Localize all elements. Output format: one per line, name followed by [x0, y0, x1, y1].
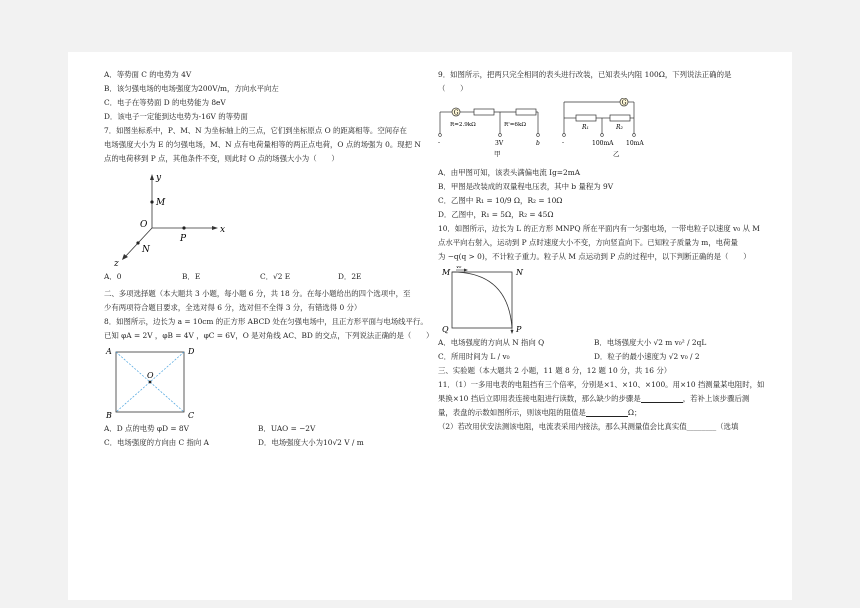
- q11-stem-line: [438, 392, 766, 406]
- vertex-d-label: D: [188, 347, 195, 356]
- resistor-r2-label: R₂: [616, 124, 623, 131]
- q10-stem-line: 10．如图所示，边长为 L 的正方形 MNPQ 所在平面内有一匀强电场，一带电粒子以速度 v₀ 从 M: [438, 224, 760, 233]
- q7-coordinate-figure: [104, 170, 254, 270]
- velocity-v0-label: v₀: [456, 266, 462, 270]
- q10-stem-line: 为 −q(q > 0)，不计粒子重力。粒子从 M 点运动到 P 点的过程中，以下判断正确的是（ ）: [438, 252, 751, 261]
- terminal-3v-label: 3V: [495, 140, 504, 147]
- figure-jia-label: 甲: [494, 150, 501, 158]
- resistor-r-label: R=2.9kΩ: [450, 122, 476, 128]
- vertex-c-label: C: [188, 411, 195, 420]
- q10-options-row2: [438, 350, 766, 364]
- q9-stem-line: （ ）: [438, 84, 468, 93]
- q11-text: Ω；: [627, 408, 642, 417]
- point-n-label: N: [142, 245, 150, 255]
- x-axis-label: x: [220, 225, 226, 235]
- q7-option-d: D．2E: [338, 272, 362, 281]
- vertex-m-label: M: [442, 268, 451, 277]
- q10-option-c: C．所用时间为 L / v₀: [438, 352, 510, 361]
- vertex-n-label: N: [516, 268, 523, 277]
- q7-options: [104, 270, 419, 284]
- point-p-label: P: [180, 234, 187, 244]
- q6-option-d: D．该电子一定能到达电势为-16V 的等势面: [104, 112, 248, 121]
- q9-circuit-figure: [438, 98, 678, 166]
- q11-text: 果换×10 挡后立即用表连接电阻进行读数，那么缺少的步骤是: [438, 394, 641, 403]
- section-2-heading: 二、多项选择题（本大题共 3 小题，每小题 6 分，共 18 分。在每小题给出的四个选项中，至: [104, 289, 411, 298]
- q8-square-figure: [104, 346, 224, 422]
- q9-option-c: C．乙图中 R₁ = 10/9 Ω，R₂ = 10Ω: [438, 196, 563, 205]
- section-2-heading: 少有两项符合题目要求，全选对得 6 分，选对但不全得 3 分，有错选得 0 分）: [104, 303, 362, 312]
- figure-yi-label: 乙: [613, 150, 620, 158]
- q11-part2-line: （2）若改用伏安法测该电阻，电流表采用内接法，那么其测量值会比真实值________（选填: [438, 422, 739, 431]
- q8-stem-line: 8．如图所示，边长为 a = 10cm 的正方形 ABCD 处在匀强电场中，且正方形平面与电场线平行。: [104, 317, 428, 326]
- q8-stem-line: 已知 φA = 2V ，φB = 4V ，φC = 6V，O 是对角线 AC、BD 的交点，下列说法正确的是（ ）: [104, 331, 434, 340]
- q6-option-b: B．该匀强电场的电场强度为200V/m，方向水平向左: [104, 84, 279, 93]
- q7-option-a: A．0: [104, 272, 122, 281]
- q9-option-b: B．甲图是改装成的双量程电压表，其中 b 量程为 9V: [438, 182, 614, 191]
- q10-option-a: A．电场强度的方向从 N 指向 Q: [438, 338, 545, 347]
- q10-option-d: D．粒子的最小速度为 √2 v₀ / 2: [594, 352, 700, 361]
- q10-stem-line: 点水平向右射入，运动到 P 点时速度大小不变，方向竖直向下。已知粒子质量为 m，电荷量: [438, 238, 738, 247]
- q8-options-row2: [104, 436, 419, 450]
- z-axis-label: z: [114, 259, 119, 269]
- q7-option-c: C．√2 E: [260, 272, 291, 281]
- q9-option-d: D．乙图中，R₁ = 5Ω，R₂ = 45Ω: [438, 210, 554, 219]
- terminal-b-label: b: [536, 140, 540, 147]
- q7-stem-line: 点的电荷移到 P 点，其他条件不变，则此时 O 点的场强大小为（ ）: [104, 154, 339, 163]
- section-3-heading: 三、实验题（本大题共 2 小题，11 题 8 分，12 题 10 分，共 16 分）: [438, 366, 672, 375]
- q8-option-d: D．电场强度大小为10√2 V / m: [258, 438, 364, 447]
- q11-stem-line: 11．（1）一多用电表的电阻挡有三个倍率，分别是×1、×10、×100。用×10 挡测量某电阻时，如: [438, 380, 765, 389]
- q7-stem-line: 7．如图坐标系中，P、M、N 为坐标轴上的三点，它们到坐标原点 O 的距离相等。空间存在: [104, 126, 407, 135]
- q9-stem-line: 9．如图所示，把两只完全相同的表头进行改装，已知表头内阻 100Ω，下列说法正确的是: [438, 70, 732, 79]
- origin-o-label: O: [140, 220, 148, 230]
- q8-options-row1: [104, 422, 419, 436]
- resistor-r-prime-label: R'=6kΩ: [504, 122, 527, 128]
- minus-terminal: -: [562, 139, 565, 146]
- q11-text: ，若补上该步骤后测: [682, 394, 750, 403]
- vertex-p-label: P: [516, 325, 522, 334]
- vertex-a-label: A: [106, 347, 112, 356]
- q11-stem-line: [438, 406, 766, 420]
- q8-option-b: B．UAO = −2V: [258, 424, 316, 433]
- galvanometer-g-yi: G: [621, 99, 627, 107]
- answer-blank[interactable]: [641, 393, 683, 403]
- vertex-q-label: Q: [442, 325, 449, 334]
- q8-option-c: C．电场强度的方向由 C 指向 A: [104, 438, 209, 447]
- y-axis-label: y: [156, 173, 162, 183]
- resistor-r1-label: R₁: [582, 124, 589, 131]
- terminal-100ma-label: 100mA: [592, 140, 614, 147]
- answer-blank[interactable]: [586, 407, 628, 417]
- q10-options-row1: [438, 336, 766, 350]
- q7-option-b: B．E: [182, 272, 201, 281]
- vertex-b-label: B: [106, 411, 112, 420]
- q6-option-c: C．电子在等势面 D 的电势能为 8eV: [104, 98, 226, 107]
- right-column: [438, 68, 766, 434]
- terminal-10ma-label: 10mA: [626, 140, 644, 147]
- q10-option-b: B．电场强度大小 √2 m v₀² / 2qL: [594, 338, 707, 347]
- exam-page: [68, 52, 792, 600]
- galvanometer-g-jia: G: [453, 109, 459, 117]
- center-o-label: O: [147, 371, 154, 380]
- minus-terminal: -: [438, 139, 441, 146]
- q7-stem-line: 电场强度大小为 E 的匀强电场，M、N 点有电荷量相等的两正点电荷，O 点的场强为 0。现把 N: [104, 140, 421, 149]
- q9-option-a: A．由甲图可知，该表头满偏电流 Ig=2mA: [438, 168, 581, 177]
- left-column: [104, 68, 434, 450]
- q11-text: 量，表盘的示数如图所示，则该电阻的阻值是: [438, 408, 586, 417]
- q10-square-figure: [438, 266, 558, 336]
- point-m-label: M: [156, 198, 166, 208]
- q8-option-a: A．D 点的电势 φD = 8V: [104, 424, 189, 433]
- q6-option-a: A．等势面 C 的电势为 4V: [104, 70, 192, 79]
